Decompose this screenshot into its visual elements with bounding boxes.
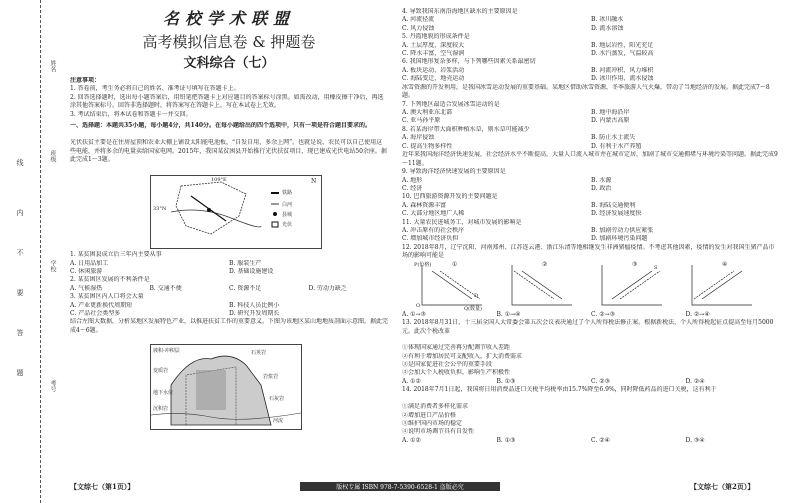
statement: ④会加大个人税收负担，影响生产积极性: [402, 369, 511, 377]
statement: ①体现国家通过完善再分配调节收入差距: [402, 344, 511, 352]
option[interactable]: A. 河流径流: [402, 16, 435, 24]
option[interactable]: D. 经济发展速度快: [591, 210, 642, 218]
passage: 近年来我国海洋经济快速发展，社会经济水平不断提高，大量人口流入城市并在城市定居，加剧了城市交通拥堵与环境污染等问题。据此完成9～11题。: [402, 151, 778, 167]
passage: 光伏扶贫主要是在住房屋顶和农业大棚上铺设太阳能电池板，“自发自用、多余上网”。也就是说，农民可以自己使用这些电能，并将多余的电量卖给国家电网。2015年，我国某贫困县开始推行光伏扶贫项目，现已建成光伏电站50余座。据此完成1～3题。: [70, 139, 387, 164]
graph-origin: O: [416, 302, 421, 309]
option[interactable]: C. 休闲旅游: [70, 268, 103, 276]
passage: 结合左图大数据，分析某地区发展特色产业，以推进扶贫工作的重要意义。下图为该地区某山地地质剖面示意图。据此完成4～6题。: [70, 318, 388, 334]
option[interactable]: D. 内蒙古高原: [591, 117, 630, 125]
graph-axis-p: P(价格): [414, 261, 432, 268]
diagram-label: 石灰岩: [269, 396, 285, 403]
graph-curve-s: S: [654, 264, 658, 271]
option[interactable]: A. 海岸侵蚀: [402, 134, 435, 142]
legend-pv: 光伏: [282, 222, 293, 229]
option[interactable]: C. ②④: [591, 436, 610, 444]
field-name: 姓名: [49, 60, 56, 72]
option[interactable]: B. ①→④: [496, 310, 521, 318]
option[interactable]: A. ①②: [402, 377, 421, 385]
option[interactable]: B. 交通不便: [149, 284, 182, 292]
binding-char: 答: [16, 329, 24, 337]
option[interactable]: C. ②→③: [591, 310, 615, 318]
option[interactable]: C. 亚马孙平原: [402, 117, 441, 125]
graph-curve-d: D: [474, 292, 479, 299]
option[interactable]: D. ③④: [685, 436, 705, 444]
option[interactable]: B. 地中海沿岸: [591, 109, 630, 117]
option[interactable]: A. 板块运动、岩浆活动: [402, 66, 465, 74]
option[interactable]: C. 海陆变迁、地壳运动: [402, 75, 465, 83]
option[interactable]: C. 风力侵蚀: [402, 24, 435, 32]
diagram-label: 沉积岩: [153, 406, 169, 413]
right-column: [402, 8, 780, 445]
option[interactable]: C. 资源不足: [229, 284, 262, 292]
graph-id: ②: [542, 260, 548, 268]
legend-town: 县城: [282, 212, 293, 219]
option[interactable]: C. ②③: [591, 377, 610, 385]
diagram-label: 坡积-冲积层: [153, 348, 180, 355]
question-stem: 11. 大量农民进城务工，对城市发展的影响是: [402, 218, 522, 226]
diagram-label: 地下水位: [153, 390, 174, 397]
north-arrow-icon: N: [311, 178, 317, 186]
option[interactable]: B. 加剧劳动力供应紧张: [591, 226, 654, 234]
binding-strip: [0, 0, 41, 503]
brand-logo: 名校学术联盟: [162, 9, 295, 28]
geology-diagram: [150, 344, 302, 430]
option[interactable]: D. ②→④: [685, 310, 710, 318]
footer-page-left: 【文综七（第1页）】: [70, 482, 135, 491]
statement: ②有利于增加居民可支配收入，扩大消费需求: [402, 352, 523, 360]
binding-char: 线: [16, 159, 24, 167]
binding-char: 题: [16, 369, 24, 377]
binding-char: 不: [16, 249, 24, 257]
option[interactable]: D. 有利于水产养殖: [591, 142, 642, 150]
option[interactable]: A. 森林资源丰富: [402, 201, 447, 209]
option[interactable]: D. 冰川作用、流水侵蚀: [591, 75, 654, 83]
question-stem: 2. 某贫困区发展的不利条件是: [70, 276, 150, 284]
option[interactable]: B. 科技人员比例小: [229, 301, 280, 309]
option[interactable]: D. ②④: [685, 377, 705, 385]
option[interactable]: C. 增加城市经济负担: [402, 235, 459, 243]
option[interactable]: B. 冰川融水: [591, 16, 624, 24]
option[interactable]: D. 政治: [591, 184, 612, 192]
option[interactable]: B. 河流冲积、风力堆积: [591, 66, 654, 74]
question-stem: 10. 巴西旅游资源开发的主要问题是: [402, 193, 498, 201]
section-heading: 一、选择题：本题共35小题，每小题4分，共140分。在每小题给出的四个选项中，只有一项是符合题目要求的。: [70, 122, 372, 130]
diagram-label: 岩浆岩: [263, 374, 279, 381]
field-class: 班级: [49, 150, 56, 162]
statement: ③是国家促进社会公平的重要手段: [402, 360, 493, 368]
option[interactable]: A. 冲击原有的社会秩序: [402, 226, 465, 234]
option[interactable]: B. 防止水土流失: [591, 134, 636, 142]
county-map: [150, 175, 322, 249]
option[interactable]: D. 研究开发周期长: [229, 310, 280, 318]
statement: ③维护国内市场的稳定: [402, 420, 463, 427]
question-stem: 4. 导致我国东南沿海地区缺水的主要原因是: [402, 8, 518, 15]
question-stem: 6. 我国地形复杂多样，与下列哪些因素关系最密切: [402, 58, 536, 66]
question-stem: 5. 丹霞地貌的形成条件是: [402, 33, 470, 41]
passage: 冰雪资源的开发利用，是我国冰雪运动发展的重要基础。某地区借助冰雪资源，冬季旅游人气火爆，带动了当地经济的发展。据此完成7～8题。: [402, 83, 770, 100]
notice-item: 1. 答卷前，考生务必将自己的姓名、准考证号填写在答题卡上。: [70, 85, 240, 93]
field-exam-no: 考号: [49, 380, 56, 392]
option[interactable]: D. 加剧环境污染问题: [591, 235, 648, 243]
notice-title: 注意事项：: [70, 77, 101, 84]
question-stem: 13. 2018年8月31日，十三届全国人大常委会第五次会议表决通过了个人所得税法修正案。根据新税法，个人所得税起征点提高至每月5000元。此次个税改革: [402, 319, 774, 335]
legend-rail: 铁路: [282, 190, 293, 197]
question-stem: 14. 2018年7月1日起，我国将日用消费品进口关税平均税率由15.7%降至6.9%，同时降低药品的进口关税，这有利于: [402, 386, 717, 394]
option[interactable]: B. 水源: [591, 176, 612, 184]
graph-axis-q: Q(数量): [464, 305, 483, 312]
graph-id: ④: [722, 260, 728, 268]
option[interactable]: B. ①③: [496, 377, 516, 385]
field-school: 学校: [49, 260, 56, 272]
option[interactable]: C. 经济: [402, 184, 423, 192]
option[interactable]: C. 降水丰富，空气湿润: [402, 50, 465, 58]
diagram-label: 河流: [273, 418, 284, 425]
option[interactable]: A. 气候湿热: [70, 284, 103, 292]
option[interactable]: A. 产业更新换代周期短: [70, 301, 133, 309]
option[interactable]: D. 劳动力缺乏: [308, 284, 347, 292]
statement: ④说明市场调节具有自发性: [402, 428, 475, 436]
footer-page-right: 【文综七（第2页）】: [690, 482, 755, 491]
map-longitude: 109°E: [211, 177, 227, 184]
option[interactable]: B. 地层岩性，阳光充足: [591, 41, 654, 49]
statement: ②增加进口产品价格: [402, 411, 457, 419]
option[interactable]: B. 服装生产: [229, 259, 262, 267]
graph-id: ①: [452, 260, 458, 268]
question-stem: 9. 导致海洋经济快速发展的主要原因是: [402, 168, 506, 176]
option[interactable]: B. 海陆交通便利: [591, 201, 636, 209]
option[interactable]: B. ①③: [496, 436, 516, 444]
question-stem: 3. 某贫困区内人口将会大量: [70, 293, 144, 301]
supply-demand-graphs: [402, 261, 780, 311]
question-stem: 12. 2018年8月，辽宁沈阳、河南郑州、江苏连云港、浙江乐清等地相继发生非洲猪瘟疫情。不考虑其他因素，疫情的发生对我国生猪产品市场的影响可能是: [402, 243, 775, 260]
question-stem: 8. 若某海岸带大面积种植水草，则水草可能减少: [402, 125, 530, 133]
option[interactable]: A. 土层厚度，深度较大: [402, 41, 465, 49]
graph-id: ③: [632, 260, 638, 268]
option[interactable]: A. 地形: [402, 176, 423, 184]
notice-item: 2. 回答选择题时，选出每小题答案后，用铅笔把答题卡上对应题目的答案标号涂黑。如需改动，用橡皮擦干净后，再选涂其他答案标号。回答非选择题时，将答案写在答题卡上，写在本试卷上无效。: [70, 93, 384, 110]
statement: ①满足消费者多样化需求: [402, 403, 469, 411]
option[interactable]: D. 流水溶蚀: [591, 24, 624, 32]
option[interactable]: D. 基础设施建设: [229, 268, 274, 276]
option[interactable]: A. ①②: [402, 436, 421, 444]
notice-item: 3. 考试结束后，将本试卷和答题卡一并交回。: [70, 110, 192, 118]
diagram-label: 变质岩: [153, 368, 169, 375]
map-latitude: 33°N: [153, 206, 167, 213]
left-column: [70, 6, 388, 430]
diagram-label: 石英岩: [251, 350, 267, 357]
binding-char: 内: [16, 209, 24, 217]
legend-river: 白河: [282, 202, 293, 209]
option[interactable]: C. 大部分地区地广人稀: [402, 210, 465, 218]
option[interactable]: D. 水汽蒸发，气温较高: [591, 50, 654, 58]
option[interactable]: C. 产品社会类型多: [70, 310, 121, 318]
binding-char: 要: [16, 289, 24, 297]
option[interactable]: C. 提高生物多样性: [402, 142, 453, 150]
page-title: 高考模拟信息卷 & 押题卷: [142, 33, 316, 51]
footer-isbn: 版权专属 ISBN 978-7-5390-6528-1 盗版必究: [300, 482, 500, 491]
option[interactable]: A. 澳大利亚东北部: [402, 109, 453, 117]
option[interactable]: A. ①→③: [402, 310, 426, 318]
option[interactable]: A. 日用品加工: [70, 259, 109, 267]
question-stem: 7. 下列地区最适合发展冰雪运动的是: [402, 100, 500, 108]
question-stem: 1. 某贫困县成立后三年内主要从事: [70, 251, 162, 259]
page-subtitle: 文科综合（七）: [183, 56, 275, 71]
